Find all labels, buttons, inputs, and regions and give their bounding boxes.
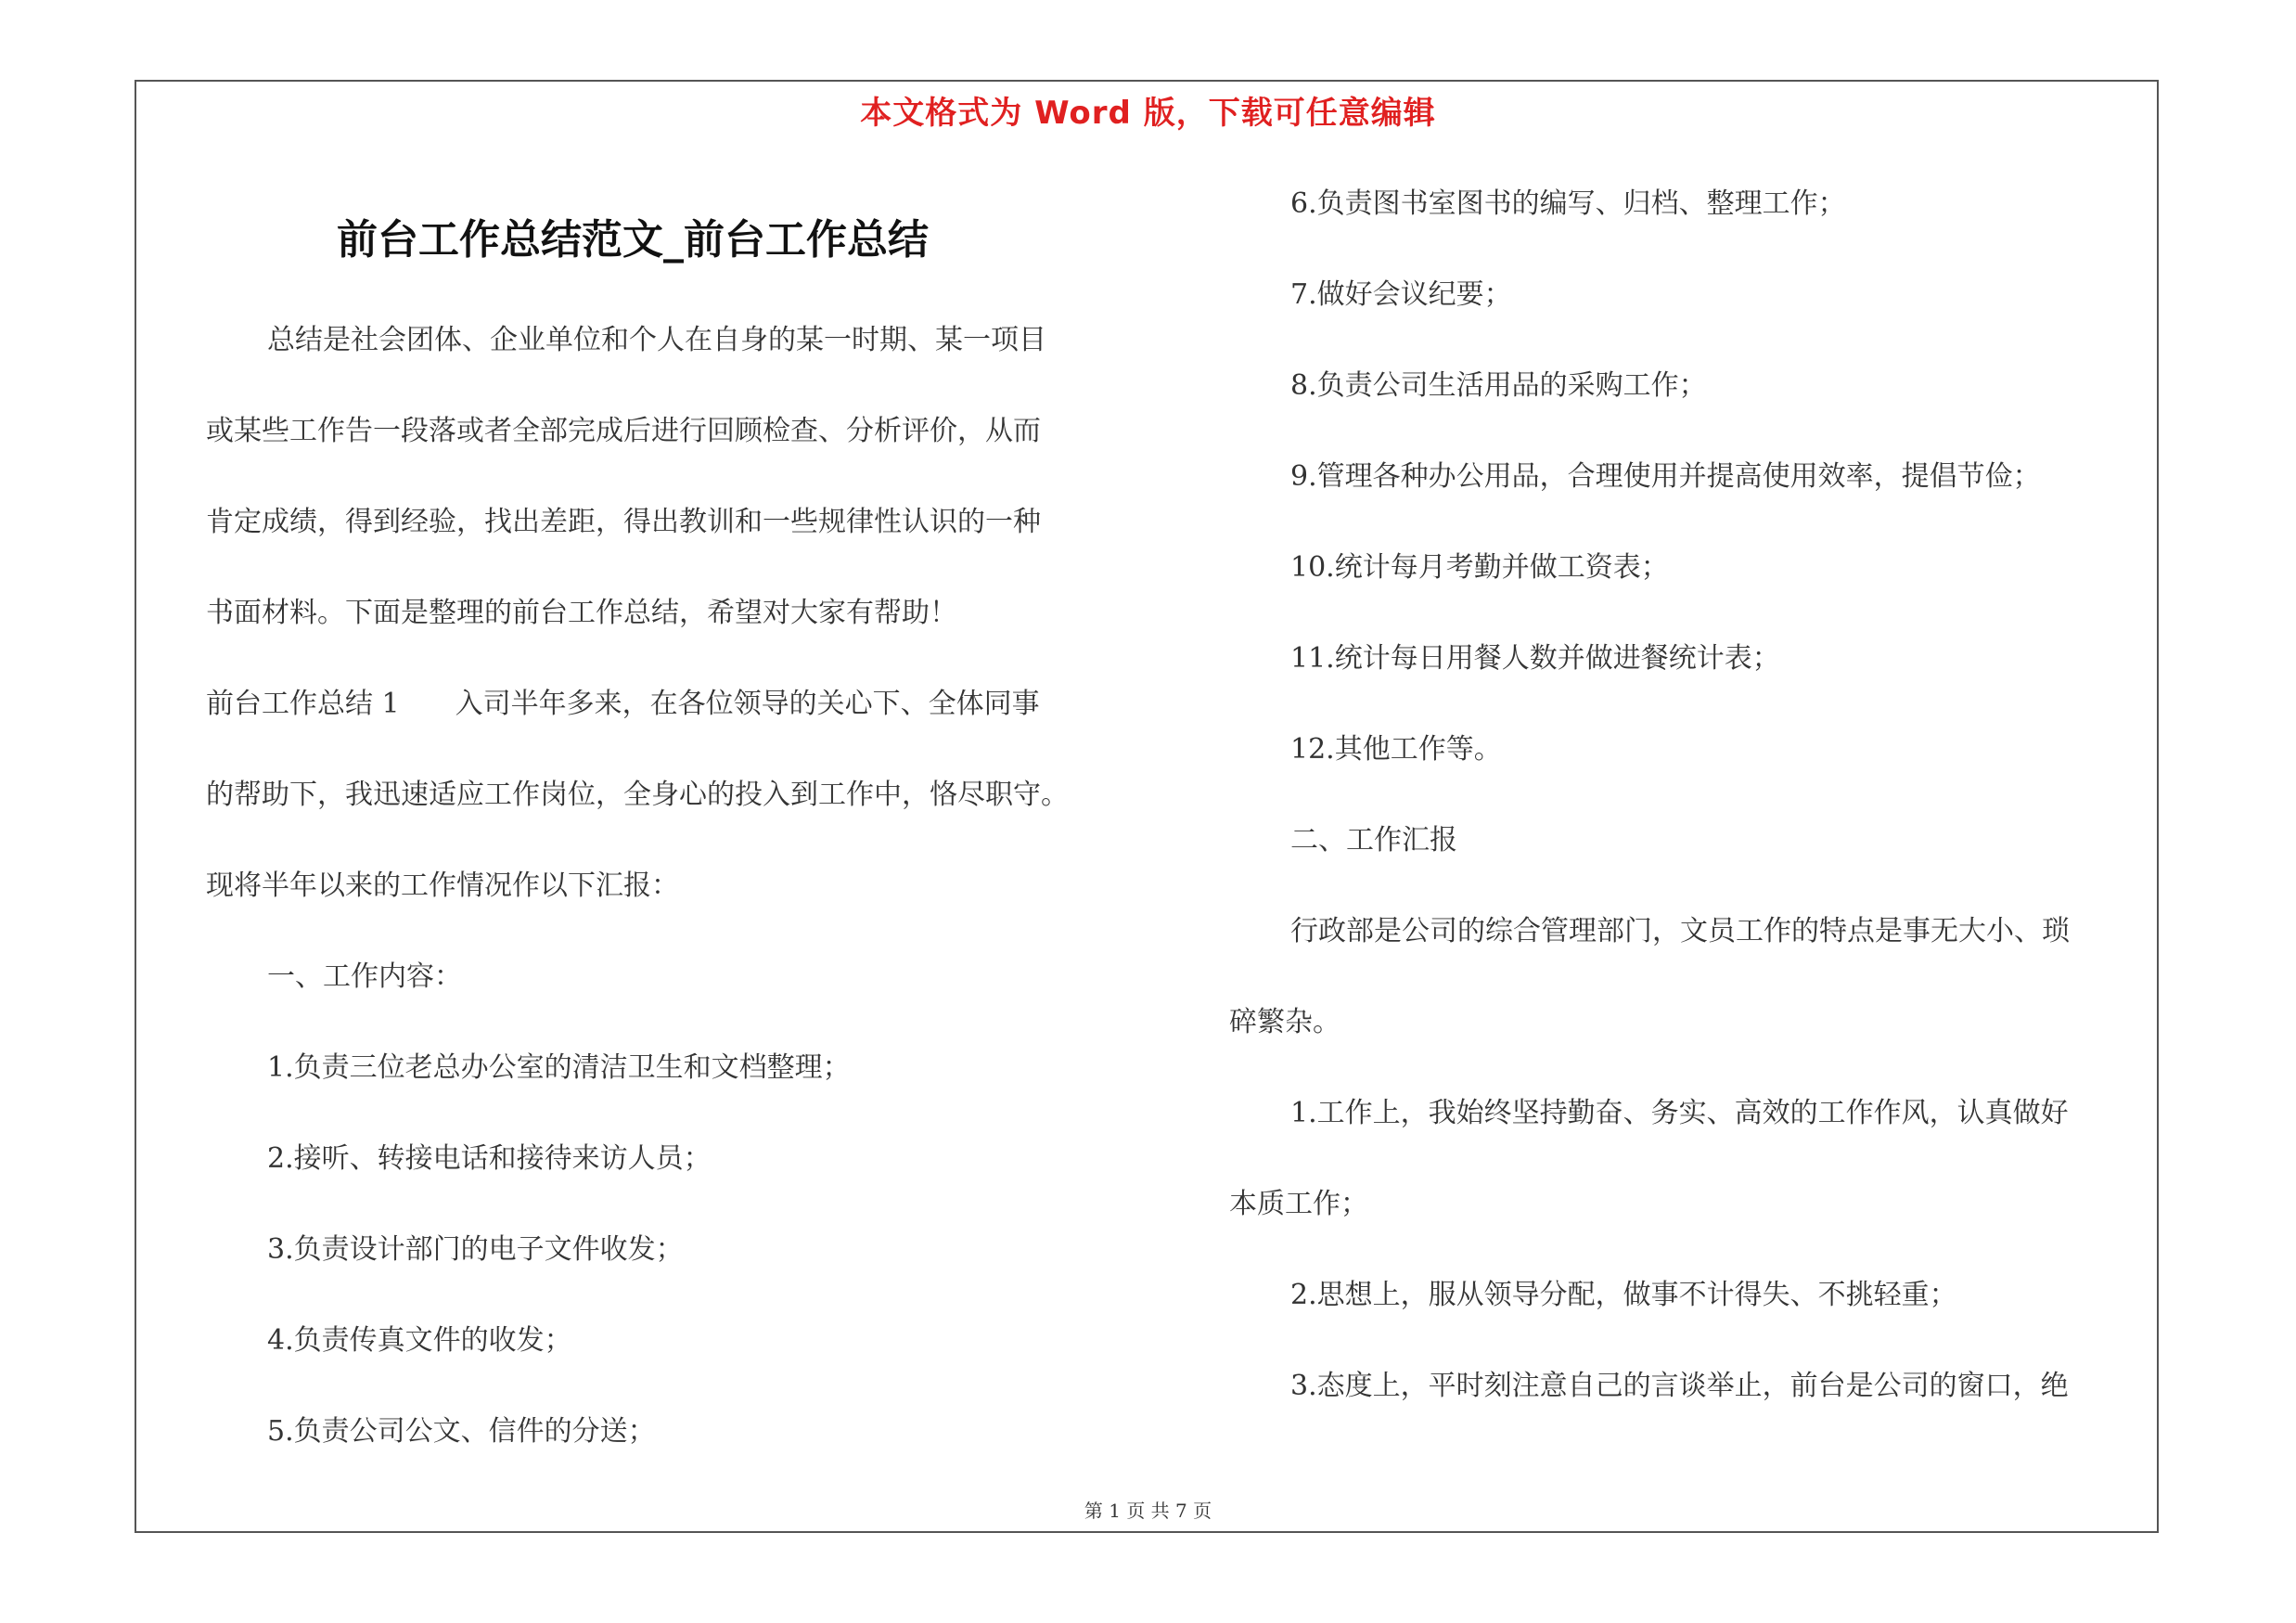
paragraph-line: 或某些工作告一段落或者全部完成后进行回顾检查、分析评价，从而 xyxy=(206,415,1041,447)
paragraph-line: 1.工作上，我始终坚持勤奋、务实、高效的工作作风，认真做好 xyxy=(1290,1097,2069,1129)
paragraph-line: 6.负责图书室图书的编写、归档、整理工作； xyxy=(1290,187,1846,220)
paragraph-line: 的帮助下，我迅速适应工作岗位，全身心的投入到工作中，恪尽职守。 xyxy=(206,779,1069,811)
paragraph-line: 11.统计每日用餐人数并做进餐统计表； xyxy=(1290,642,1780,675)
paragraph-line: 书面材料。下面是整理的前台工作总结，希望对大家有帮助！ xyxy=(206,597,957,629)
paragraph-line: 7.做好会议纪要； xyxy=(1290,278,1512,311)
paragraph-line: 8.负责公司生活用品的采购工作； xyxy=(1290,369,1707,402)
paragraph-line: 碎繁杂。 xyxy=(1229,1006,1340,1038)
page-number-footer: 第 1 页 共 7 页 xyxy=(1084,1500,1212,1522)
paragraph-line: 9.管理各种办公用品，合理使用并提高使用效率，提倡节俭； xyxy=(1290,460,2041,493)
paragraph-line: 3.态度上，平时刻注意自己的言谈举止，前台是公司的窗口，绝 xyxy=(1290,1370,2069,1402)
right-column xyxy=(1229,184,2157,1457)
paragraph-line: 12.其他工作等。 xyxy=(1290,733,1502,766)
paragraph-line: 2.思想上，服从领导分配，做事不计得失、不挑轻重； xyxy=(1290,1279,1957,1311)
paragraph-line: 1.负责三位老总办公室的清洁卫生和文档整理； xyxy=(267,1051,851,1084)
paragraph-line: 10.统计每月考勤并做工资表； xyxy=(1290,551,1669,584)
paragraph-line: 3.负责设计部门的电子文件收发； xyxy=(267,1233,684,1266)
left-column xyxy=(206,320,1134,1502)
paragraph-line: 行政部是公司的综合管理部门，文员工作的特点是事无大小、琐 xyxy=(1290,915,2070,947)
paragraph-line: 5.负责公司公文、信件的分送； xyxy=(267,1415,656,1448)
paragraph-line: 本质工作； xyxy=(1229,1188,1368,1220)
paragraph-line: 一、工作内容： xyxy=(267,960,462,993)
paragraph-line: 前台工作总结 1 入司半年多来，在各位领导的关心下、全体同事 xyxy=(206,688,1040,720)
paragraph-line: 肯定成绩，得到经验，找出差距，得出教训和一些规律性认识的一种 xyxy=(206,506,1041,538)
paragraph-line: 4.负责传真文件的收发； xyxy=(267,1324,572,1357)
word-format-banner: 本文格式为 Word 版，下载可任意编辑 xyxy=(860,95,1436,132)
paragraph-line: 现将半年以来的工作情况作以下汇报： xyxy=(206,869,679,902)
paragraph-line: 2.接听、转接电话和接待来访人员； xyxy=(267,1142,712,1175)
paragraph-line: 二、工作汇报 xyxy=(1290,824,1457,857)
document-title: 前台工作总结范文_前台工作总结 xyxy=(337,216,929,264)
paragraph-line: 总结是社会团体、企业单位和个人在自身的某一时期、某一项目 xyxy=(267,324,1046,356)
